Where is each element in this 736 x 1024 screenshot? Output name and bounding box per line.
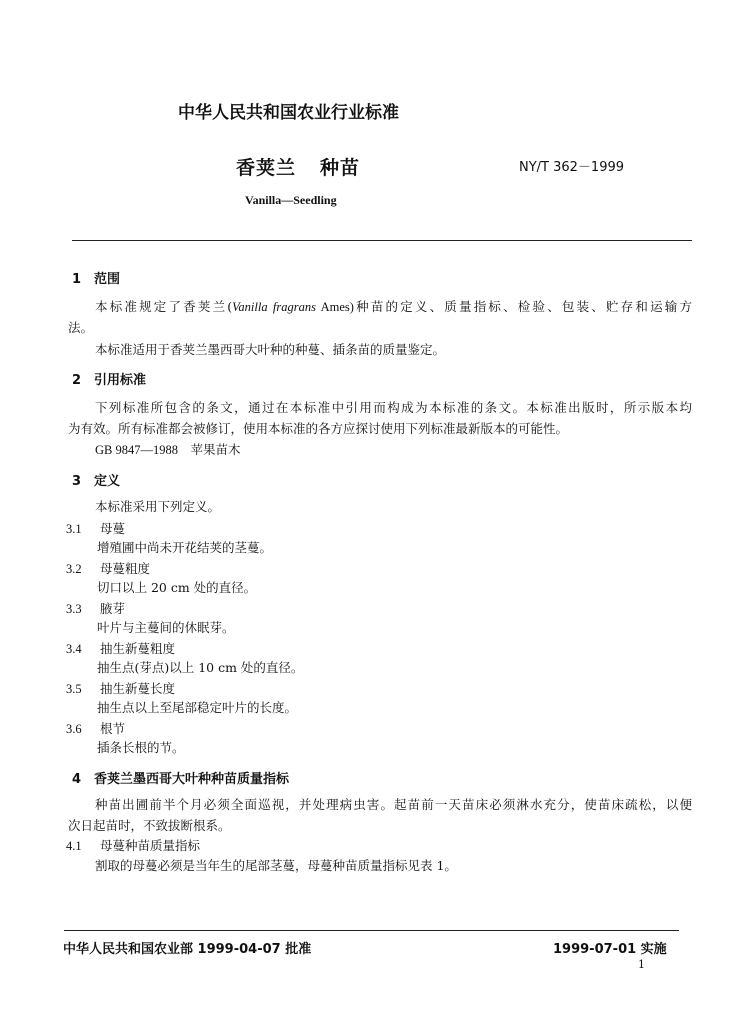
- definition-term: 母蔓: [100, 521, 126, 536]
- definition-term: 根节: [100, 721, 126, 736]
- definition-3-3-heading: [66, 599, 125, 617]
- section-1-title: 范围: [94, 272, 121, 287]
- issuing-organization-title: 中华人民共和国农业行业标准: [178, 103, 399, 123]
- section-1-heading: [72, 268, 120, 287]
- definition-3-2-text: 切口以上 20 cm 处的直径。: [97, 580, 257, 595]
- definition-number: 3.3: [66, 602, 82, 616]
- definition-3-6-text: 插条长根的节。: [97, 740, 185, 755]
- section-1-paragraph-2: 本标准适用于香荚兰墨西哥大叶种的种蔓、插条苗的质量鉴定。: [95, 342, 446, 357]
- definition-term: 母蔓粗度: [100, 561, 151, 576]
- english-title: Vanilla—Seedling: [245, 193, 337, 207]
- document-title: [236, 153, 360, 180]
- footer-divider: [64, 930, 679, 931]
- scope-text-b: Ames)种苗的定义、质量指标、检验、包装、贮存和运输方: [315, 300, 692, 314]
- definition-term: 腋芽: [100, 601, 126, 616]
- subsection-4-1-text: 割取的母蔓必须是当年生的尾部茎蔓，母蔓种苗质量指标见表 1。: [95, 858, 457, 873]
- definition-term: 抽生新蔓粗度: [100, 641, 176, 656]
- section-3-heading: [72, 470, 120, 489]
- implementation-date: 1999-07-01 实施: [553, 942, 667, 957]
- definition-number: 3.2: [66, 562, 82, 576]
- subsection-number: 4.1: [66, 839, 82, 853]
- section-1-paragraph-1-continued: 法。: [68, 320, 94, 335]
- definition-3-4-text: 抽生点(芽点)以上 10 cm 处的直径。: [97, 660, 304, 675]
- section-1-number: 1: [72, 272, 82, 287]
- section-3-title: 定义: [94, 474, 121, 489]
- section-4-heading: [72, 768, 289, 787]
- approval-date: 中华人民共和国农业部 1999-04-07 批准: [63, 942, 312, 957]
- definition-term: 抽生新蔓长度: [100, 681, 176, 696]
- subsection-4-1-heading: [66, 836, 200, 854]
- definition-3-5-heading: [66, 679, 175, 697]
- definition-3-1-text: 增殖圃中尚未开花结荚的茎蔓。: [97, 540, 273, 555]
- scope-text-a: 本标准规定了香荚兰(: [95, 299, 233, 314]
- definition-3-3-text: 叶片与主蔓间的休眠芽。: [97, 620, 235, 635]
- section-3-intro: 本标准采用下列定义。: [95, 499, 221, 514]
- section-2-paragraph-1-continued: 为有效。所有标准都会被修订，使用本标准的各方应探讨使用下列标准最新版本的可能性。: [68, 421, 569, 436]
- definition-3-5-text: 抽生点以上至尾部稳定叶片的长度。: [97, 700, 298, 715]
- definition-number: 3.5: [66, 682, 82, 696]
- section-2-paragraph-1: 下列标准所包含的条文，通过在本标准中引用而构成为本标准的条文。本标准出版时，所示版本均: [95, 400, 692, 415]
- section-2-number: 2: [72, 373, 82, 388]
- section-4-number: 4: [72, 772, 82, 787]
- section-4-title: 香荚兰墨西哥大叶种种苗质量指标: [94, 772, 290, 787]
- standard-code: NY/T 362－1999: [519, 160, 625, 175]
- title-part-2: 种苗: [320, 157, 361, 179]
- section-4-paragraph-1-continued: 次日起苗时，不致拔断根系。: [68, 818, 231, 833]
- definition-3-2-heading: [66, 559, 150, 577]
- definition-3-1-heading: [66, 519, 125, 537]
- scope-latin-name: Vanilla fragrans: [232, 300, 316, 314]
- page-number: 1: [638, 958, 645, 971]
- header-divider: [72, 240, 692, 241]
- section-3-number: 3: [72, 474, 82, 489]
- definition-number: 3.4: [66, 642, 82, 656]
- normative-reference: GB 9847—1988 苹果苗木: [95, 443, 241, 457]
- subsection-title: 母蔓种苗质量指标: [100, 838, 201, 853]
- section-1-paragraph-1: [95, 297, 692, 317]
- section-2-heading: [72, 369, 146, 388]
- section-4-paragraph-1: 种苗出圃前半个月必须全面巡视，并处理病虫害。起苗前一天苗床必须淋水充分，使苗床疏松，以便: [95, 797, 692, 812]
- definition-3-4-heading: [66, 639, 175, 657]
- title-part-1: 香荚兰: [236, 157, 297, 179]
- section-2-title: 引用标准: [94, 373, 147, 388]
- definition-number: 3.6: [66, 722, 82, 736]
- definition-3-6-heading: [66, 719, 125, 737]
- definition-number: 3.1: [66, 522, 82, 536]
